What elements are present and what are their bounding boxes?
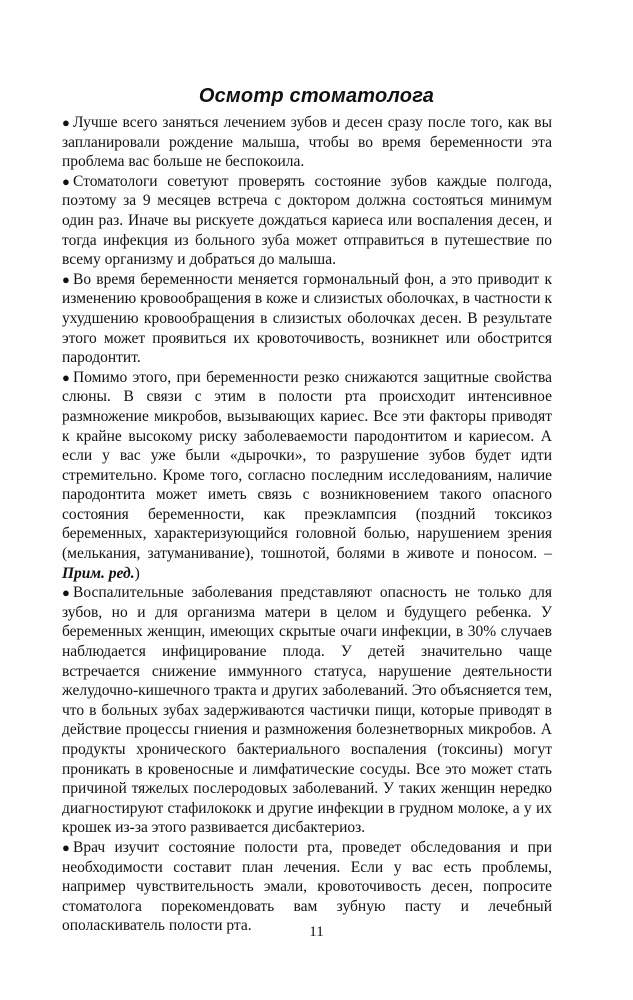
paragraph-3 xyxy=(62,270,552,368)
page-title: Осмотр стоматолога xyxy=(198,85,435,107)
body-text xyxy=(62,113,552,936)
paragraph-5 xyxy=(62,583,552,838)
bullet-icon: ● xyxy=(62,585,70,601)
paragraph-text: Помимо этого, при беременности резко снижаются защитные свойства слюны. В связи с этим в полости рта происходит интенсивное размножение микробов, вызывающих кариес. Все эти факторы приводят к крайне высокому риску заболеваемости пародонтитом и кариесом. А если у вас уже были «дырочки», то разрушение зубов будет идти стремительно. Кроме того, согласно последним исследованиям, наличие пародонтита может иметь связь с возникновением такого опасного состояния беременности, как преэклампсия (поздний токсикоз беременных, характеризующийся головной болью, нарушением зрения (мелькания, затуманивание), тошнотой, болями в животе и поносом. – xyxy=(62,368,552,563)
paragraph-1 xyxy=(62,113,552,172)
paragraph-text: Лучше всего заняться лечением зубов и десен сразу после того, как вы запланировали рождение малыша, чтобы во время беременности эта проблема вас больше не беспокоила. xyxy=(62,114,552,171)
bullet-icon: ● xyxy=(62,271,70,287)
bullet-icon: ● xyxy=(62,115,70,130)
editor-note: Прим. ред. xyxy=(62,564,135,582)
paragraph-text: Стоматологи советуют проверять состояние зубов каждые полгода, поэтому за 9 месяцев встреча с доктором должна состояться минимум один раз. Иначе вы рискуете дождаться кариеса или воспаления десен, и тогда инфекция из больного зуба может отправиться в путешествие по всему организму и добраться до малыша. xyxy=(62,172,552,269)
paragraph-text: Во время беременности меняется гормональный фон, а это приводит к изменению кровообращения в коже и слизистых оболочках, в частности к ухудшению кровообращения в слизистых оболочках десен. В результате этого может проявиться их кровоточивость, возникнет или обострится пародонтит. xyxy=(62,270,552,367)
paragraph-4 xyxy=(62,368,552,584)
bullet-icon: ● xyxy=(62,173,70,189)
page-number: 11 xyxy=(309,924,324,940)
paragraph-6 xyxy=(62,838,552,936)
paragraph-text: Воспалительные заболевания представляют опасность не только для зубов, но и для организма матери в целом и будущего ребенка. У беременных женщин, имеющих скрытые очаги инфекции, в 30% случаев наблюдается инфицирование плода. У детей значительно чаще встречается снижение иммунного статуса, нарушение деятельности желудочно-кишечного тракта и других заболеваний. Это объясняется тем, что в больных зубах задерживаются частички пищи, которые приводят в действие процессы гниения и размножения болезнетворных микробов. А продукты хронического бактериального воспаления (токсины) могут проникать в кровеносные и лимфатические сосуды. Все это может стать причиной тяжелых послеродовых заболеваний. У таких женщин нередко диагностируют стафилококк и другие инфекции в грудном молоке, а у их крошек из-за этого развивается дисбактериоз. xyxy=(62,584,552,837)
bullet-icon: ● xyxy=(62,369,70,385)
paragraph-2 xyxy=(62,172,552,270)
bullet-icon: ● xyxy=(62,839,70,855)
paragraph-text: Врач изучит состояние полости рта, проведет обследования и при необходимости составит план лечения. Если у вас есть проблемы, например чувствительность эмали, кровоточивость десен, попросите стоматолога порекомендовать вам зубную пасту и лечебный ополаскиватель полости рта. xyxy=(62,838,552,935)
closing-parenthesis: ) xyxy=(134,564,140,582)
